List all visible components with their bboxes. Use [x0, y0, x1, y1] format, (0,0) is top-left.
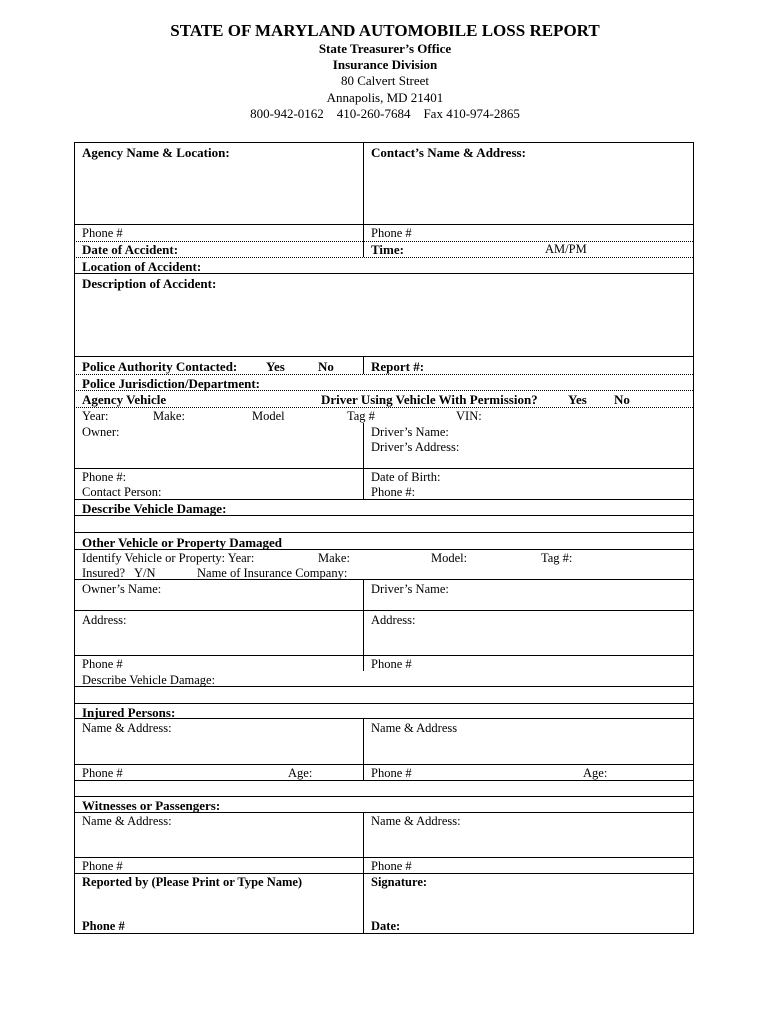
- form-title: STATE OF MARYLAND AUTOMOBILE LOSS REPORT: [170, 21, 600, 40]
- other-tag-label: Tag #:: [541, 551, 573, 565]
- injured-persons-heading: Injured Persons:: [82, 705, 176, 720]
- agency-name-label: Agency Name & Location:: [82, 145, 230, 160]
- column-divider: [363, 142, 364, 257]
- divider: [74, 407, 693, 408]
- police-contacted-label: Police Authority Contacted:: [82, 359, 238, 374]
- vehicle-damage-label: Describe Vehicle Damage:: [82, 501, 227, 516]
- vin-label: VIN:: [456, 409, 482, 423]
- divider: [74, 468, 693, 469]
- date-of-birth-label: Date of Birth:: [371, 470, 441, 484]
- divider: [74, 374, 693, 375]
- other-vehicle-heading: Other Vehicle or Property Damaged: [82, 535, 283, 550]
- signature-label: Signature:: [371, 875, 428, 889]
- insurance-company-label: Name of Insurance Company:: [197, 566, 348, 580]
- model-label: Model: [252, 409, 285, 423]
- identify-vehicle-label: Identify Vehicle or Property: Year:: [82, 551, 255, 565]
- ampm-label: AM/PM: [545, 242, 587, 256]
- insured-label: Insured? Y/N: [82, 566, 156, 580]
- witnesses-heading: Witnesses or Passengers:: [82, 798, 221, 813]
- street-address: 80 Calvert Street: [340, 73, 430, 88]
- drivers-address-label: Driver’s Address:: [371, 440, 460, 454]
- owner-label: Owner:: [82, 425, 120, 439]
- police-jurisdiction-label: Police Jurisdiction/Department:: [82, 376, 260, 391]
- permission-label: Driver Using Vehicle With Permission?: [321, 392, 538, 407]
- divider: [74, 356, 693, 357]
- column-divider: [363, 423, 364, 499]
- agency-vehicle-phone-label: Phone #:: [82, 470, 127, 484]
- column-divider: [363, 718, 364, 780]
- column-divider: [363, 579, 364, 671]
- office-name: State Treasurer’s Office: [318, 41, 452, 56]
- location-label: Location of Accident:: [82, 259, 202, 274]
- witness-name-left-label: Name & Address:: [82, 814, 172, 828]
- other-drivers-name-label: Driver’s Name:: [371, 582, 449, 596]
- column-divider: [363, 812, 364, 933]
- other-model-label: Model:: [431, 551, 468, 565]
- reporter-phone-label: Phone #: [82, 919, 125, 933]
- owner-phone-label: Phone #: [82, 657, 123, 671]
- driver-phone-label: Phone #:: [371, 485, 416, 499]
- contact-person-label: Contact Person:: [82, 485, 162, 499]
- phone-numbers: 800-942-0162 410-260-7684 Fax 410-974-2865: [250, 106, 520, 121]
- divider: [74, 796, 693, 797]
- injured-name-left-label: Name & Address:: [82, 721, 172, 735]
- agency-phone-label: Phone #: [82, 226, 123, 240]
- reported-by-label: Reported by (Please Print or Type Name): [82, 875, 303, 889]
- time-label: Time:: [371, 242, 404, 257]
- division-name: Insurance Division: [332, 57, 438, 72]
- divider: [74, 764, 693, 765]
- police-no-option[interactable]: No: [318, 359, 334, 374]
- permission-yes-option[interactable]: Yes: [568, 392, 587, 407]
- make-label: Make:: [153, 409, 185, 423]
- divider: [74, 532, 693, 533]
- divider: [74, 224, 693, 225]
- contact-phone-label: Phone #: [371, 226, 412, 240]
- report-number-label: Report #:: [371, 359, 425, 374]
- injured-name-right-label: Name & Address: [371, 721, 458, 735]
- year-label: Year:: [82, 409, 109, 423]
- other-vehicle-damage-label: Describe Vehicle Damage:: [82, 673, 216, 687]
- divider: [74, 703, 693, 704]
- tag-label: Tag #: [347, 409, 375, 423]
- other-make-label: Make:: [318, 551, 350, 565]
- injured-age-left-label: Age:: [288, 766, 313, 780]
- permission-no-option[interactable]: No: [614, 392, 630, 407]
- column-divider: [363, 356, 364, 374]
- contact-name-label: Contact’s Name & Address:: [371, 145, 526, 160]
- injured-phone-right-label: Phone #: [371, 766, 412, 780]
- divider: [74, 857, 693, 858]
- city-address: Annapolis, MD 21401: [326, 90, 444, 105]
- police-yes-option[interactable]: Yes: [266, 359, 285, 374]
- witness-phone-right-label: Phone #: [371, 859, 412, 873]
- injured-age-right-label: Age:: [583, 766, 608, 780]
- driver-address-label: Address:: [371, 613, 416, 627]
- divider: [74, 579, 693, 580]
- witness-name-right-label: Name & Address:: [371, 814, 461, 828]
- witness-phone-left-label: Phone #: [82, 859, 123, 873]
- description-label: Description of Accident:: [82, 276, 217, 291]
- owner-address-label: Address:: [82, 613, 127, 627]
- divider: [74, 655, 693, 656]
- owners-name-label: Owner’s Name:: [82, 582, 162, 596]
- drivers-name-label: Driver’s Name:: [371, 425, 449, 439]
- divider: [74, 257, 693, 258]
- divider: [74, 610, 693, 611]
- date-of-accident-label: Date of Accident:: [82, 242, 179, 257]
- agency-vehicle-heading: Agency Vehicle: [82, 392, 167, 407]
- other-driver-phone-label: Phone #: [371, 657, 412, 671]
- injured-phone-left-label: Phone #: [82, 766, 123, 780]
- date-label: Date:: [371, 919, 401, 933]
